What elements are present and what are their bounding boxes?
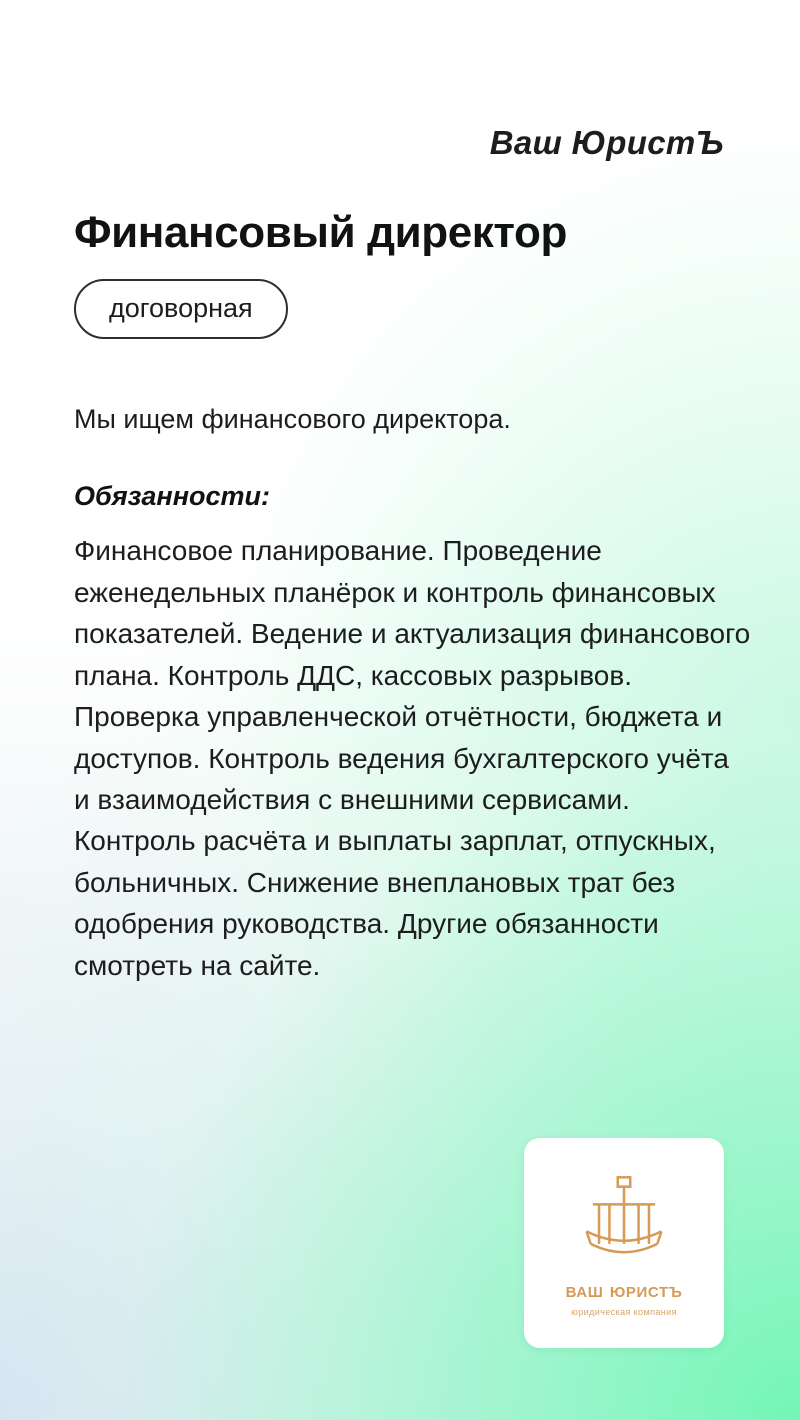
brand-wordmark: Ваш ЮристЪ xyxy=(489,124,724,161)
intro-text: Мы ищем финансового директора. xyxy=(74,403,511,434)
duties-heading: Обязанности: xyxy=(74,481,271,512)
logo-company-name: ваш юристъ xyxy=(565,1279,683,1302)
page-title: Финансовый директор xyxy=(74,208,567,257)
salary-badge: договорная xyxy=(74,279,288,339)
company-logo xyxy=(524,1138,724,1348)
scales-of-justice-icon xyxy=(572,1169,676,1273)
logo-company-subtitle: юридическая компания xyxy=(571,1307,677,1317)
vacancy-content xyxy=(74,208,752,1014)
duties-text: Финансовое планирование. Проведение еженедельных планёрок и контроль финансовых показателей. Ведение и актуализация финансового плана. Контроль ДДС, кассовых разрывов. Проверка управленческой отчётности, бюджета и доступов. Контроль ведения бухгалтерского учёта и взаимодействия с внешними сервисами. Контроль расчёта и выплаты зарплат, отпускных, больничных. Снижение внеплановых трат без одобрения руководства. Другие обязанности смотреть на сайте. xyxy=(74,535,751,981)
